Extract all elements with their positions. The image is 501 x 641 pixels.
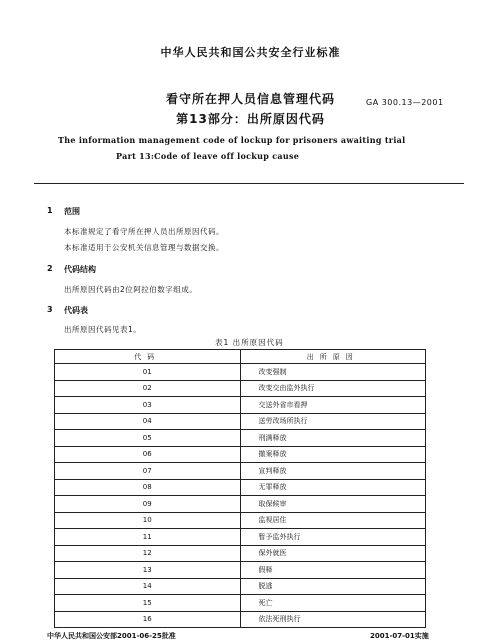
code-cell: 08 <box>55 479 241 496</box>
table-row <box>55 397 426 414</box>
cause-cell: 暂予监外执行 <box>240 529 426 546</box>
table-caption: 表1 出所原因代码 <box>215 338 284 347</box>
table-row <box>55 463 426 480</box>
cause-cell: 无罪释放 <box>240 479 426 496</box>
code-cell: 01 <box>55 364 241 381</box>
cause-cell: 交送外省市看押 <box>240 397 426 414</box>
cause-cell: 改变交由监外执行 <box>240 380 426 397</box>
cause-cell: 改变强制 <box>240 364 426 381</box>
cause-cell: 保外就医 <box>240 545 426 562</box>
code-cell: 15 <box>55 595 241 612</box>
table-row <box>55 446 426 463</box>
table-row <box>55 529 426 546</box>
cause-cell: 监视居住 <box>240 512 426 529</box>
cause-cell: 刑满释放 <box>240 430 426 447</box>
section-3-number: 3 <box>47 305 53 314</box>
code-cell: 04 <box>55 413 241 430</box>
table-row <box>55 430 426 447</box>
approval-footer: 中华人民共和国公安部2001-06-25批准 <box>47 632 176 640</box>
table-row <box>55 512 426 529</box>
code-cell: 06 <box>55 446 241 463</box>
table-row <box>55 496 426 513</box>
section-1-paragraph-1: 本标准规定了看守所在押人员出所原因代码。 <box>64 227 224 236</box>
code-cell: 10 <box>55 512 241 529</box>
cause-cell: 宣判释放 <box>240 463 426 480</box>
section-1-heading: 范围 <box>64 207 80 216</box>
code-cell: 05 <box>55 430 241 447</box>
issuer-header: 中华人民共和国公共安全行业标准 <box>160 46 341 59</box>
cause-cell: 假释 <box>240 562 426 579</box>
standard-code: GA 300.13—2001 <box>366 98 444 107</box>
table-row <box>55 562 426 579</box>
cause-cell: 撤案释放 <box>240 446 426 463</box>
section-1-paragraph-2: 本标准适用于公安机关信息管理与数据交换。 <box>64 243 224 252</box>
cause-cell: 死亡 <box>240 595 426 612</box>
cause-cell: 取保候审 <box>240 496 426 513</box>
table-row <box>55 479 426 496</box>
table-row <box>55 611 426 628</box>
cause-cell: 脱逃 <box>240 578 426 595</box>
header-cause: 出所原因 <box>240 350 426 364</box>
title-line-2: 第13部分：出所原因代码 <box>176 112 325 126</box>
cause-code-table <box>54 349 426 628</box>
section-3-heading: 代码表 <box>64 306 88 315</box>
code-cell: 11 <box>55 529 241 546</box>
implementation-footer: 2001-07-01实施 <box>370 632 429 640</box>
table-row <box>55 380 426 397</box>
code-cell: 03 <box>55 397 241 414</box>
code-cell: 14 <box>55 578 241 595</box>
header-code: 代码 <box>55 350 241 364</box>
code-cell: 07 <box>55 463 241 480</box>
section-2-paragraph-1: 出所原因代码由2位阿拉伯数字组成。 <box>64 285 198 294</box>
table-row <box>55 364 426 381</box>
cause-cell: 依法死刑执行 <box>240 611 426 628</box>
table-row <box>55 545 426 562</box>
english-title-line-1: The information management code of lockup for prisoners awaiting trial <box>58 135 406 145</box>
english-title-line-2: Part 13:Code of leave off lockup cause <box>116 151 300 161</box>
header-divider <box>34 183 464 184</box>
section-2-heading: 代码结构 <box>64 265 96 274</box>
table-row <box>55 413 426 430</box>
code-cell: 16 <box>55 611 241 628</box>
title-line-1: 看守所在押人员信息管理代码 <box>165 92 335 106</box>
section-3-paragraph-1: 出所原因代码见表1。 <box>64 325 142 334</box>
code-cell: 09 <box>55 496 241 513</box>
table-row <box>55 595 426 612</box>
table-row <box>55 578 426 595</box>
code-cell: 02 <box>55 380 241 397</box>
code-cell: 13 <box>55 562 241 579</box>
code-cell: 12 <box>55 545 241 562</box>
table-header-row <box>55 350 426 364</box>
cause-cell: 送劳改场所执行 <box>240 413 426 430</box>
section-1-number: 1 <box>47 206 53 215</box>
section-2-number: 2 <box>47 264 53 273</box>
